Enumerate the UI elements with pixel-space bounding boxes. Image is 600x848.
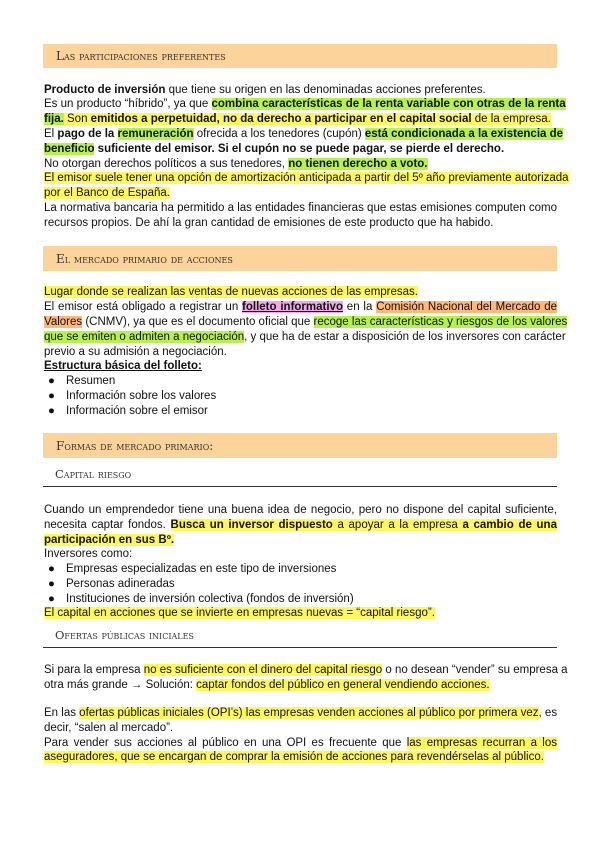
paragraph-line: previo a su admisión a negociación. — [44, 346, 227, 358]
list-item: ● Empresas especializadas en este tipo de inversiones — [48, 563, 337, 575]
paragraph-line: necesita captar fondos. Busca un inversor dispuesto a apoyar a la empresa a cambio de una — [44, 519, 557, 531]
paragraph-line: No otorgan derechos políticos a sus tenedores, no tienen derecho a voto. — [44, 158, 428, 170]
paragraph-line: El emisor suele tener una opción de amortización anticipada a partir del 5º año previamente autorizada — [44, 172, 569, 184]
subheading-ofertas-publicas — [43, 624, 557, 648]
list-item: ● Información sobre el emisor — [48, 405, 208, 417]
section-heading-text: El mercado primario de acciones — [56, 252, 233, 266]
paragraph-line: Inversores como: — [44, 548, 133, 560]
subheading-capital-riesgo — [43, 462, 557, 487]
paragraph-line: Producto de inversión que tiene su origen en las denominadas acciones preferentes. — [44, 84, 486, 96]
paragraph-line: beneficio suficiente del emisor. Si el cupón no se puede pagar, se pierde el derecho. — [44, 143, 505, 155]
paragraph-line: decir, “salen al mercado”. — [44, 722, 174, 734]
list-item: ● Resumen — [48, 375, 116, 387]
list-item: ● Instituciones de inversión colectiva (fondos de inversión) — [48, 593, 354, 605]
folleto-structure-title: Estructura básica del folleto: — [44, 360, 202, 372]
paragraph-line: aseguradores, que se encargan de comprar la emisión de acciones para revendérselas al público. — [44, 751, 544, 763]
paragraph-line: Para vender sus acciones al público en una OPI es frecuente que las empresas recurran a los — [44, 737, 557, 749]
paragraph-line: fija. Son emitidos a perpetuidad, no da derecho a participar en el capital social de la empresa. — [44, 113, 551, 125]
paragraph-line: La normativa bancaria ha permitido a las entidades financieras que estas emisiones computen como — [44, 202, 557, 214]
paragraph-line: participación en sus Bº. — [44, 534, 175, 546]
paragraph-line: otra más grande → Solución: captar fondos del público en general vendiendo acciones. — [44, 679, 490, 691]
paragraph-line: por el Banco de España. — [44, 187, 170, 199]
section-heading-formas-mercado — [43, 433, 557, 458]
paragraph-line: que se emiten o admiten a negociación, y que ha de estar a disposición de los inversores con carácter — [44, 331, 566, 343]
subheading-text: Ofertas públicas iniciales — [55, 628, 194, 642]
paragraph-line: El capital en acciones que se invierte en empresas nuevas = “capital riesgo”. — [44, 607, 435, 619]
list-item: ● Información sobre los valores — [48, 390, 217, 402]
section-heading-mercado-primario — [43, 246, 557, 271]
subheading-text: Capital riesgo — [55, 467, 132, 481]
paragraph-line: Si para la empresa no es suficiente con el dinero del capital riesgo o no desean “vender” su empresa a — [44, 664, 568, 676]
paragraph-line: En las ofertas públicas iniciales (OPI’s) las empresas venden acciones al público por primera vez, es — [44, 707, 558, 719]
paragraph-line: El pago de la remuneración ofrecida a los tenedores (cupón) está condicionada a la existencia de — [44, 128, 564, 140]
section-heading-preferentes — [43, 44, 557, 68]
paragraph-line: Cuando un emprendedor tiene una buena idea de negocio, pero no dispone del capital suficiente, — [44, 504, 557, 516]
paragraph-line: El emisor está obligado a registrar un folleto informativo en la Comisión Nacional del Mercado de — [44, 301, 558, 313]
section-heading-text: Las participaciones preferentes — [56, 49, 226, 63]
paragraph-line: Lugar donde se realizan las ventas de nuevas acciones de las empresas. — [44, 286, 418, 298]
paragraph-line: Valores (CNMV), ya que es el documento oficial que recoge las características y riesgos de los valores — [44, 316, 568, 328]
section-heading-text: Formas de mercado primario: — [56, 439, 214, 453]
list-item: ● Personas adineradas — [48, 578, 175, 590]
paragraph-line: recursos propios. De ahí la gran cantidad de emisiones de este producto que ha habido. — [44, 217, 494, 229]
paragraph-line: Es un producto “híbrido”, ya que combina características de la renta variable con otras de la renta — [44, 98, 566, 110]
